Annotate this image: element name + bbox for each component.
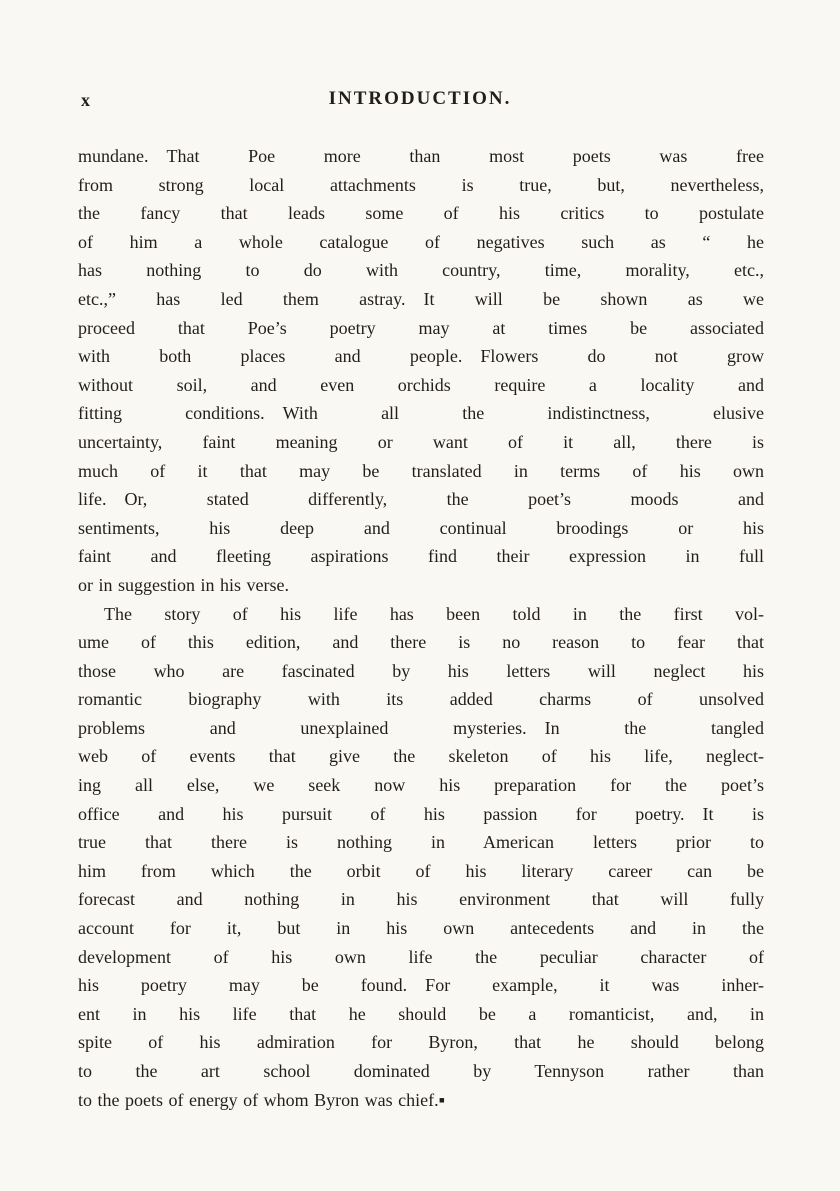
text-line: ing all else, we seek now his preparation for the poet’s [78,775,764,796]
text-line: mundane. That Poe more than most poets was free [78,146,764,166]
text-line: the fancy that leads some of his critics to postulate [78,203,764,224]
page-header [78,88,762,110]
text-line: has nothing to do with country, time, morality, etc., [78,260,764,281]
text-line: fitting conditions. With all the indistinctness, elusive [78,403,764,424]
text-line: faint and fleeting aspirations find their expression in full [78,546,764,567]
text-line: web of events that give the skeleton of his life, neglect- [78,746,764,767]
page-body [78,142,764,1114]
text-line: account for it, but in his own antecedents and in the [78,918,764,939]
text-line: from strong local attachments is true, but, nevertheless, [78,174,764,195]
text-line: to the art school dominated by Tennyson rather than [78,1061,764,1081]
text-line: sentiments, his deep and continual broodings or his [78,517,764,538]
text-line: much of it that may be translated in terms of his own [78,460,764,481]
paragraph-2 [78,600,764,1115]
text-line: without soil, and even orchids require a locality and [78,374,764,395]
text-line: forecast and nothing in his environment that will fully [78,889,764,910]
text-line: his poetry may be found. For example, it was inher- [78,975,764,996]
text-line: of him a whole catalogue of negatives such as “ he [78,231,764,252]
page-title: INTRODUCTION. [328,88,512,109]
text-line: to the poets of energy of whom Byron was chief.▪ [78,1089,445,1110]
text-line: uncertainty, faint meaning or want of it all, there is [78,431,764,452]
text-line: life. Or, stated differently, the poet’s moods and [78,489,764,510]
text-line: office and his pursuit of his passion for poetry. It is [78,803,764,824]
text-line: etc.,” has led them astray. It will be shown as we [78,288,764,309]
text-line: ent in his life that he should be a romanticist, and, in [78,1003,764,1024]
text-line: proceed that Poe’s poetry may at times be associated [78,317,764,338]
page-number: x [81,90,91,110]
text-line: development of his own life the peculiar character of [78,946,764,967]
text-line: or in suggestion in his verse. [78,574,289,595]
text-line: spite of his admiration for Byron, that he should belong [78,1032,764,1053]
text-line: romantic biography with its added charms of unsolved [78,689,764,710]
paragraph-1 [78,142,764,600]
text-line: true that there is nothing in American letters prior to [78,832,764,853]
text-line: those who are fascinated by his letters will neglect his [78,660,764,681]
text-line: with both places and people. Flowers do not grow [78,346,764,367]
text-line: The story of his life has been told in the first vol- [104,603,764,624]
text-line: problems and unexplained mysteries. In the tangled [78,717,764,738]
text-line: him from which the orbit of his literary career can be [78,860,764,881]
text-line: ume of this edition, and there is no reason to fear that [78,632,764,653]
